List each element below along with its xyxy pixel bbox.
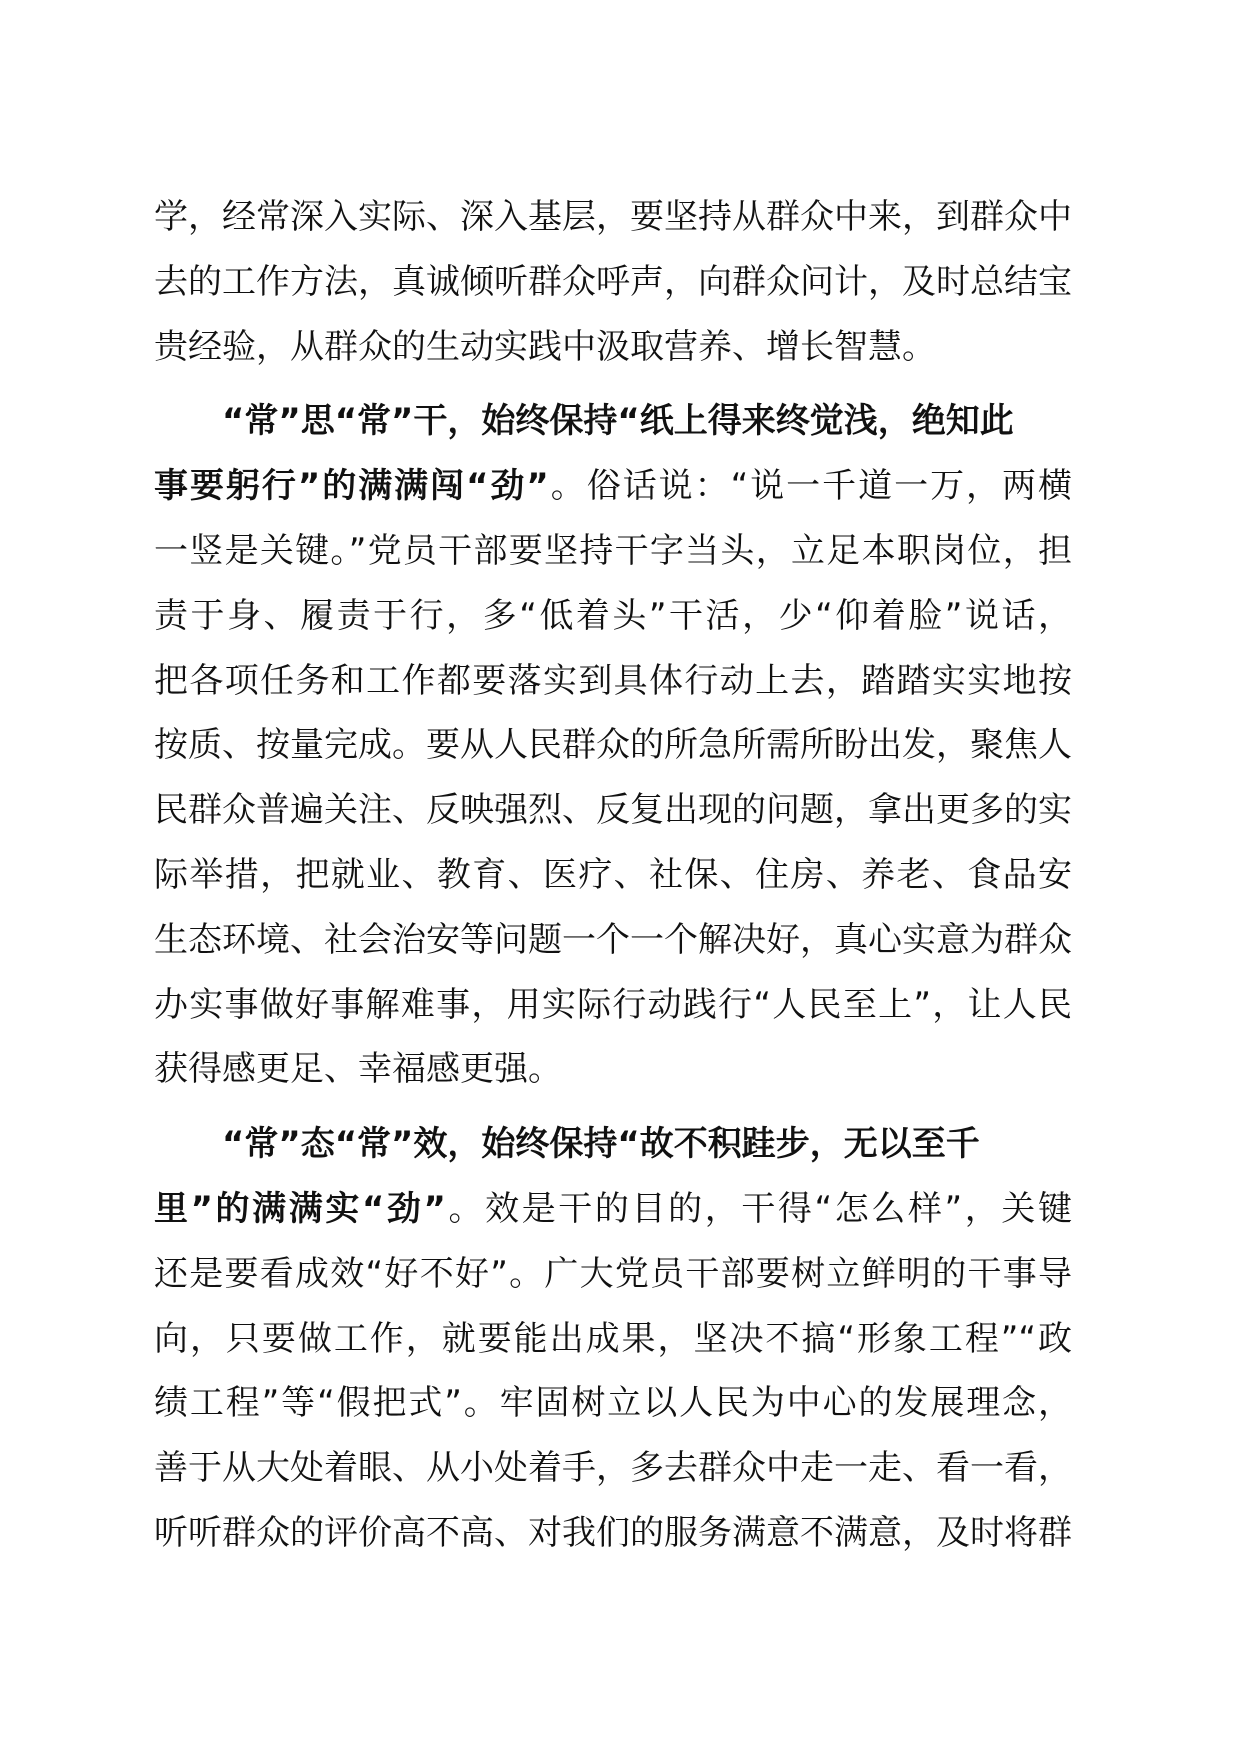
- heading-fragment: 事要躬行”的满满闯“劲”: [154, 466, 549, 507]
- text-line: 贵经验，从群众的生动实践中汲取营养、增长智慧。: [154, 326, 936, 367]
- mixed-line: [154, 1177, 1072, 1242]
- text-line: 一竖是关键。”党员干部要坚持干字当头，立足本职岗位，担: [154, 530, 1072, 571]
- heading-fragment: 里”的满满实“劲”: [154, 1188, 446, 1229]
- paragraph: [154, 389, 1072, 1102]
- text-fragment: 。效是干的目的，干得“怎么样”，关键: [445, 1188, 1072, 1229]
- text-line: 民群众普遍关注、反映强烈、反复出现的问题，拿出更多的实: [154, 790, 1072, 831]
- text-line: 听听群众的评价高不高、对我们的服务满意不满意，及时将群: [154, 1512, 1072, 1553]
- text-line: 生态环境、社会治安等问题一个一个解决好，真心实意为群众: [154, 919, 1072, 960]
- mixed-line: [154, 454, 1072, 519]
- paragraph-gap: [154, 1102, 1072, 1112]
- text-line: 去的工作方法，真诚倾听群众呼声，向群众问计，及时总结宝: [154, 261, 1072, 302]
- text-line: 按质、按量完成。要从人民群众的所急所需所盼出发，聚焦人: [154, 725, 1072, 766]
- heading-line: “常”思“常”干，始终保持“纸上得来终觉浅，绝知此: [222, 401, 1014, 442]
- text-line: 学，经常深入实际、深入基层，要坚持从群众中来，到群众中: [154, 197, 1072, 237]
- heading-line: “常”态“常”效，始终保持“故不积跬步，无以至千: [222, 1124, 980, 1165]
- paragraph-gap: [154, 379, 1072, 389]
- text-line: 办实事做好事解难事，用实际行动践行“人民至上”，让人民: [154, 984, 1072, 1025]
- paragraph: [154, 185, 1072, 379]
- text-line: 善于从大处着眼、从小处着手，多去群众中走一走、看一看，: [154, 1448, 1072, 1489]
- text-line: 责于身、履责于行，多“低着头”干活，少“仰着脸”说话，: [154, 595, 1072, 636]
- text-line: 还是要看成效“好不好”。广大党员干部要树立鲜明的干事导: [154, 1253, 1072, 1294]
- text-line: 际举措，把就业、教育、医疗、社保、住房、养老、食品安: [154, 854, 1072, 895]
- document-body: [154, 185, 1072, 1566]
- text-line: 绩工程”等“假把式”。牢固树立以人民为中心的发展理念，: [154, 1383, 1072, 1424]
- text-line: 向，只要做工作，就要能出成果，坚决不搞“形象工程”“政: [154, 1318, 1072, 1359]
- text-line: 获得感更足、幸福感更强。: [154, 1049, 562, 1090]
- text-line: 把各项任务和工作都要落实到具体行动上去，踏踏实实地按: [154, 660, 1072, 701]
- text-fragment: 。俗话说：“说一千道一万，两横: [548, 466, 1072, 507]
- paragraph: [154, 1112, 1072, 1566]
